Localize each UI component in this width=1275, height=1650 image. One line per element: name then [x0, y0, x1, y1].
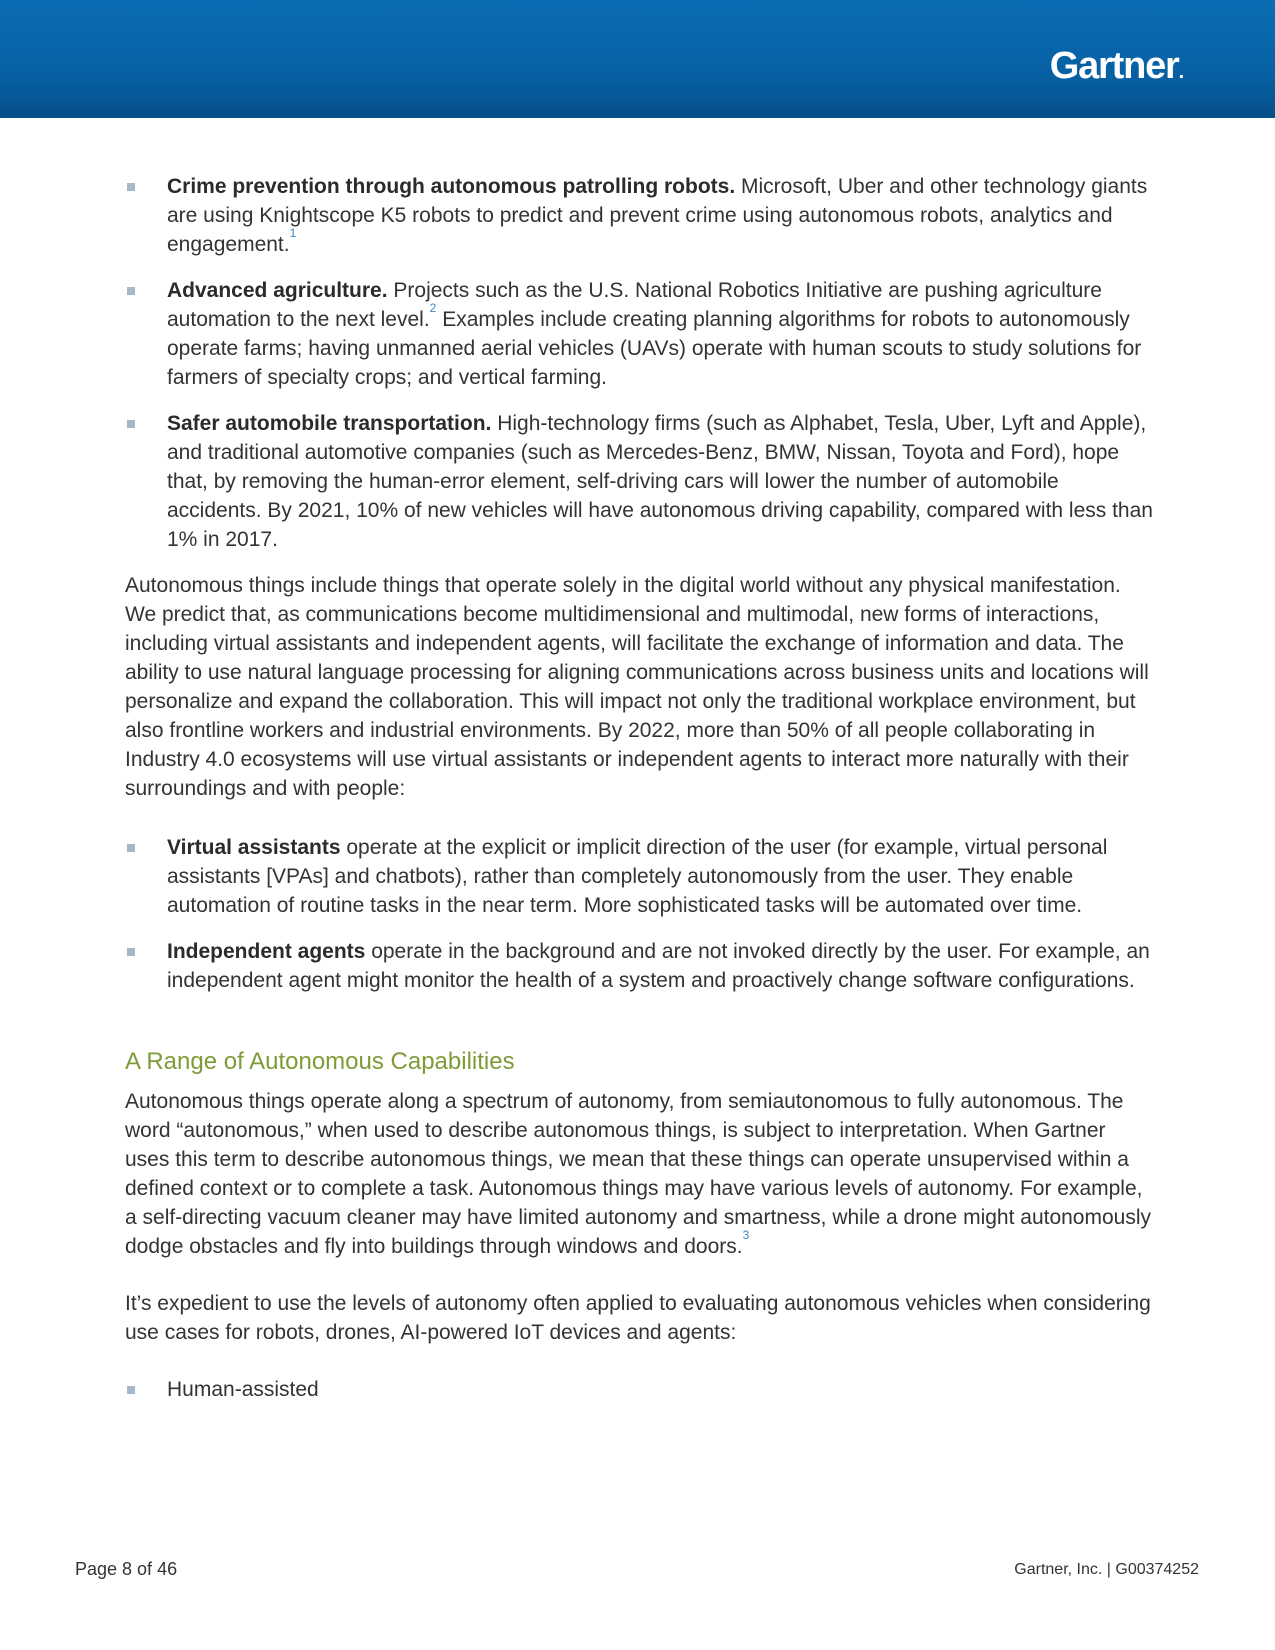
- list-item-text-continued: Examples include creating planning algorithms for robots to autonomously operate farms; having unmanned aerial vehicles (UAVs) operate with human scouts to study solutions for farmers of specialty crops; and vertical farming.: [167, 308, 1142, 389]
- list-item: [125, 833, 1155, 920]
- list-item-text: High-technology firms (such as Alphabet, Tesla, Uber, Lyft and Apple), and traditional automotive companies (such as Mercedes-Benz, BMW, Nissan, Toyota and Ford), hope that, by removing the human-error element, self-driving cars will lower the number of automobile accidents. By 2021, 10% of new vehicles will have autonomous driving capability, compared with less than 1% in 2017.: [167, 412, 1153, 551]
- footnote-link[interactable]: 2: [429, 301, 437, 315]
- list-item: [125, 937, 1155, 995]
- list-item-text: operate in the background and are not invoked directly by the user. For example, an independent agent might monitor the health of a system and proactively change software configurations.: [167, 940, 1150, 992]
- list-item: [125, 172, 1155, 259]
- bullet-list-agents: [125, 833, 1155, 995]
- list-item-title: Independent agents: [167, 940, 366, 963]
- list-item-title: Virtual assistants: [167, 836, 341, 859]
- square-bullet-icon: [127, 948, 135, 956]
- square-bullet-icon: [127, 183, 135, 191]
- list-item-text: Projects such as the U.S. National Robotics Initiative are pushing agriculture automation to the next level.: [167, 279, 1102, 331]
- page-number: Page 8 of 46: [75, 1559, 178, 1579]
- body-paragraph: Autonomous things include things that operate solely in the digital world without any physical manifestation. We predict that, as communications become multidimensional and multimodal, new forms of interactions, including virtual assistants and independent agents, will facilitate the exchange of information and data. The ability to use natural language processing for aligning communications across business units and locations will personalize and expand the collaboration. This will impact not only the traditional workplace environment, but also frontline workers and industrial environments. By 2022, more than 50% of all people collaborating in Industry 4.0 ecosystems will use virtual assistants or independent agents to interact more naturally with their surroundings and with people:: [125, 574, 1149, 800]
- section-heading: A Range of Autonomous Capabilities: [125, 1048, 515, 1075]
- square-bullet-icon: [127, 287, 135, 295]
- square-bullet-icon: [127, 844, 135, 852]
- body-paragraph-text: Autonomous things operate along a spectrum of autonomy, from semiautonomous to fully autonomous. The word “autonomous,” when used to describe autonomous things, is subject to interpretation. When Gartner uses this term to describe autonomous things, we mean that these things can operate unsupervised within a defined context or to complete a task. Autonomous things may have various levels of autonomy. For example, a self-directing vacuum cleaner may have limited autonomy and smartness, while a drone might autonomously dodge obstacles and fly into buildings through windows and doors.: [125, 1090, 1152, 1258]
- document-id: Gartner, Inc. | G00374252: [1014, 1561, 1199, 1578]
- list-item-title: Advanced agriculture.: [167, 279, 388, 302]
- bullet-list-autonomy-levels: [125, 1375, 1155, 1404]
- list-item-text: operate at the explicit or implicit direction of the user (for example, virtual personal assistants [VPAs] and chatbots), rather than completely autonomously from the user. They enable automation of routine tasks in the near term. More sophisticated tasks will be automated over time.: [167, 836, 1108, 917]
- list-item-text: Microsoft, Uber and other technology giants are using Knightscope K5 robots to predict and prevent crime using autonomous robots, analytics and engagement.: [167, 175, 1148, 256]
- footnote-link[interactable]: 3: [742, 1228, 750, 1242]
- page-header: [0, 0, 1275, 118]
- square-bullet-icon: [127, 1386, 135, 1394]
- list-item-title: Crime prevention through autonomous patrolling robots.: [167, 175, 736, 198]
- gartner-logo: [1050, 47, 1183, 85]
- body-paragraph: It’s expedient to use the levels of autonomy often applied to evaluating autonomous vehicles when considering use cases for robots, drones, AI-powered IoT devices and agents:: [125, 1292, 1151, 1344]
- list-item-title: Safer automobile transportation.: [167, 412, 492, 435]
- list-item: [125, 1375, 1155, 1404]
- logo-dot: .: [1178, 61, 1183, 83]
- document-body: [125, 172, 1155, 1421]
- body-paragraph: [125, 1087, 1155, 1261]
- logo-text: Gartner: [1049, 45, 1179, 87]
- bullet-list-use-cases: [125, 172, 1155, 554]
- list-item-text: Human-assisted: [167, 1378, 319, 1401]
- footnote-link[interactable]: 1: [289, 226, 297, 240]
- square-bullet-icon: [127, 420, 135, 428]
- list-item: [125, 409, 1155, 554]
- list-item: [125, 276, 1155, 392]
